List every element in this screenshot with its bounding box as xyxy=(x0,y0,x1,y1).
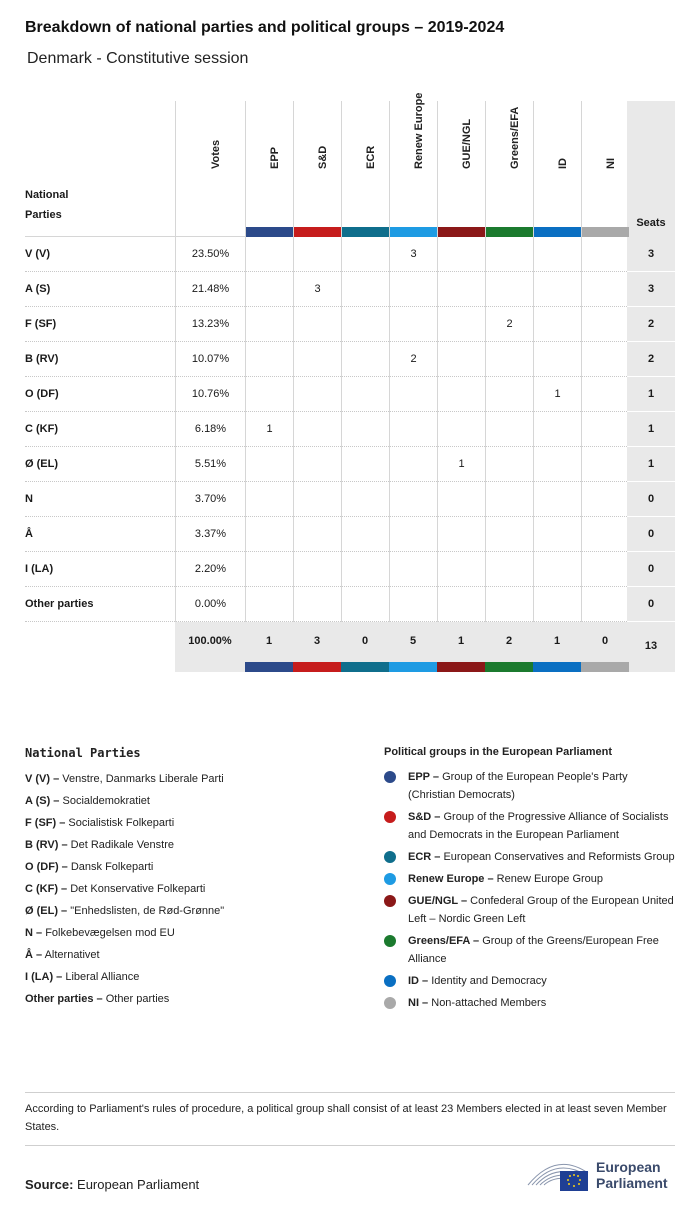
group-legend-item: NI – Non-attached Members xyxy=(384,994,676,1012)
seat-cell xyxy=(437,237,485,272)
seat-cell xyxy=(341,587,389,622)
row-seats: 0 xyxy=(627,587,675,622)
seat-cell xyxy=(389,517,437,552)
seat-cell xyxy=(485,552,533,587)
row-seats: 1 xyxy=(627,377,675,412)
seat-cell xyxy=(437,272,485,307)
seat-cell xyxy=(245,307,293,342)
seats-column-header: Seats xyxy=(627,101,675,237)
seat-cell xyxy=(245,517,293,552)
party-name: Å xyxy=(25,528,33,540)
group-color-dot xyxy=(384,895,396,907)
seat-cell xyxy=(293,482,341,517)
group-color-bar xyxy=(389,662,437,672)
group-color-bar xyxy=(342,227,389,237)
national-legend-item: F (SF) – Socialistisk Folkeparti xyxy=(25,817,175,829)
seat-cell: 2 xyxy=(389,342,437,377)
party-name: V (V) xyxy=(25,248,51,260)
seat-cell xyxy=(533,482,581,517)
table-row xyxy=(25,412,675,447)
group-column-header xyxy=(245,101,293,237)
seat-cell xyxy=(389,377,437,412)
group-header-label: EPP xyxy=(268,146,281,169)
group-header-label: Greens/EFA xyxy=(508,106,521,169)
source-line: Source: European Parliament xyxy=(25,1177,200,1192)
seat-cell xyxy=(485,482,533,517)
row-seats: 2 xyxy=(627,307,675,342)
seat-cell xyxy=(245,342,293,377)
group-color-bar xyxy=(486,227,533,237)
group-color-bar xyxy=(485,662,533,672)
seat-cell xyxy=(245,447,293,482)
seat-cell xyxy=(293,237,341,272)
group-legend-item: S&D – Group of the Progressive Alliance of Socialists and Democrats in the European Parliament xyxy=(384,808,676,844)
seat-cell xyxy=(485,237,533,272)
row-seats: 1 xyxy=(627,447,675,482)
total-seats: 13 xyxy=(627,622,675,672)
national-legend-item: C (KF) – Det Konservative Folkeparti xyxy=(25,883,206,895)
group-color-dot xyxy=(384,975,396,987)
group-header-label: Renew Europe xyxy=(412,92,425,169)
table-row xyxy=(25,272,675,307)
seat-cell xyxy=(533,447,581,482)
total-votes: 100.00% xyxy=(188,635,232,647)
vote-share: 3.70% xyxy=(175,482,245,517)
row-seats: 3 xyxy=(627,272,675,307)
seat-cell xyxy=(485,447,533,482)
vote-share: 10.76% xyxy=(175,377,245,412)
seat-cell xyxy=(533,517,581,552)
european-parliament-logo: European Parliament xyxy=(526,1155,676,1193)
seat-cell: 3 xyxy=(389,237,437,272)
party-name: Ø (EL) xyxy=(25,458,58,470)
seat-cell xyxy=(245,552,293,587)
page-subtitle: Denmark - Constitutive session xyxy=(27,50,249,67)
seat-cell xyxy=(485,412,533,447)
vote-share: 0.00% xyxy=(175,587,245,622)
row-seats: 0 xyxy=(627,482,675,517)
group-color-bar xyxy=(294,227,341,237)
seat-cell xyxy=(437,517,485,552)
divider xyxy=(25,1145,675,1146)
group-legend-item: EPP – Group of the European People's Party (Christian Democrats) xyxy=(384,768,676,804)
table-row xyxy=(25,587,675,622)
footnote: According to Parliament's rules of procedure, a political group shall consist of at least 23 Members elected in at least seven Member States. xyxy=(25,1103,667,1133)
table-row xyxy=(25,237,675,272)
vote-share: 3.37% xyxy=(175,517,245,552)
seat-cell xyxy=(245,587,293,622)
group-column-header xyxy=(485,101,533,237)
votes-column-header xyxy=(175,101,245,237)
party-name: N xyxy=(25,493,33,505)
table-row xyxy=(25,377,675,412)
seat-cell xyxy=(341,412,389,447)
group-color-dot xyxy=(384,771,396,783)
seat-cell xyxy=(581,587,629,622)
seat-cell xyxy=(533,412,581,447)
political-groups-legend xyxy=(384,746,676,1016)
group-color-bar xyxy=(533,662,581,672)
group-total: 0 xyxy=(601,635,609,647)
seat-cell xyxy=(581,377,629,412)
group-total: 2 xyxy=(505,635,513,647)
seat-cell xyxy=(581,482,629,517)
group-column-header xyxy=(389,92,437,237)
row-seats: 1 xyxy=(627,412,675,447)
national-legend-item: A (S) – Socialdemokratiet xyxy=(25,795,150,807)
seat-cell xyxy=(437,307,485,342)
group-total: 1 xyxy=(265,635,273,647)
vote-share: 2.20% xyxy=(175,552,245,587)
seat-cell xyxy=(485,517,533,552)
seat-cell xyxy=(341,307,389,342)
group-legend-item: ID – Identity and Democracy xyxy=(384,972,676,990)
national-parties-legend xyxy=(25,746,355,1010)
national-parties-header: National Parties xyxy=(25,189,69,221)
seat-cell xyxy=(533,587,581,622)
seat-cell xyxy=(437,377,485,412)
seat-cell xyxy=(437,587,485,622)
group-total: 5 xyxy=(409,635,417,647)
row-seats: 0 xyxy=(627,517,675,552)
group-column-header xyxy=(533,101,581,237)
votes-header-label: Votes xyxy=(209,139,222,169)
group-legend-item: GUE/NGL – Confederal Group of the European United Left – Nordic Green Left xyxy=(384,892,676,928)
group-color-bar xyxy=(293,662,341,672)
vote-share: 23.50% xyxy=(175,237,245,272)
table-row xyxy=(25,342,675,377)
group-header-label: S&D xyxy=(316,145,329,169)
party-name: I (LA) xyxy=(25,563,54,575)
group-legend-item: Greens/EFA – Group of the Greens/European Free Alliance xyxy=(384,932,676,968)
group-color-dot xyxy=(384,851,396,863)
seat-cell xyxy=(581,517,629,552)
seat-cell xyxy=(245,377,293,412)
seat-cell xyxy=(389,412,437,447)
seat-cell xyxy=(581,412,629,447)
national-legend-item: Other parties – Other parties xyxy=(25,993,170,1005)
seat-cell xyxy=(389,587,437,622)
national-legend-item: Ø (EL) – "Enhedslisten, de Rød-Grønne" xyxy=(25,905,225,917)
group-color-dot xyxy=(384,935,396,947)
national-legend-item: I (LA) – Liberal Alliance xyxy=(25,971,140,983)
group-legend-item: Renew Europe – Renew Europe Group xyxy=(384,870,676,888)
group-column-header xyxy=(581,101,629,237)
row-seats: 0 xyxy=(627,552,675,587)
table-row xyxy=(25,307,675,342)
group-color-bar xyxy=(390,227,437,237)
seat-cell: 1 xyxy=(437,447,485,482)
table-header xyxy=(25,92,675,237)
seat-cell xyxy=(485,342,533,377)
seat-cell xyxy=(293,587,341,622)
group-total: 1 xyxy=(457,635,465,647)
national-legend-item: B (RV) – Det Radikale Venstre xyxy=(25,839,174,851)
group-color-dot xyxy=(384,997,396,1009)
seat-cell xyxy=(485,272,533,307)
seat-cell xyxy=(485,377,533,412)
seat-cell xyxy=(341,482,389,517)
seat-cell xyxy=(341,377,389,412)
group-color-bar xyxy=(246,227,293,237)
seat-cell xyxy=(437,342,485,377)
party-name: A (S) xyxy=(25,283,51,295)
seat-cell xyxy=(581,272,629,307)
seat-cell xyxy=(533,272,581,307)
national-legend-item: V (V) – Venstre, Danmarks Liberale Parti xyxy=(25,773,224,785)
seat-cell xyxy=(293,307,341,342)
group-color-bar xyxy=(534,227,581,237)
seat-cell xyxy=(341,517,389,552)
seat-cell xyxy=(293,412,341,447)
vote-share: 21.48% xyxy=(175,272,245,307)
party-name: Other parties xyxy=(25,598,94,610)
group-color-bar xyxy=(582,227,629,237)
group-header-label: NI xyxy=(604,158,617,169)
seat-cell xyxy=(341,552,389,587)
seat-cell xyxy=(293,342,341,377)
seat-cell xyxy=(581,552,629,587)
national-legend-item: O (DF) – Dansk Folkeparti xyxy=(25,861,154,873)
group-total: 1 xyxy=(553,635,561,647)
seat-cell xyxy=(533,237,581,272)
groups-legend-heading: Political groups in the European Parliament xyxy=(384,746,612,758)
seat-cell xyxy=(341,342,389,377)
seat-cell xyxy=(437,552,485,587)
totals-row xyxy=(25,622,675,672)
vote-share: 5.51% xyxy=(175,447,245,482)
seat-cell xyxy=(245,272,293,307)
vote-share: 13.23% xyxy=(175,307,245,342)
group-color-bar xyxy=(581,662,629,672)
group-color-bar xyxy=(341,662,389,672)
seat-cell xyxy=(581,342,629,377)
seat-cell xyxy=(293,552,341,587)
group-header-label: ECR xyxy=(364,145,377,169)
seat-cell xyxy=(245,482,293,517)
group-color-bar xyxy=(438,227,485,237)
group-total: 3 xyxy=(313,635,321,647)
seat-cell: 3 xyxy=(293,272,341,307)
row-seats: 3 xyxy=(627,237,675,272)
seat-cell xyxy=(581,447,629,482)
seat-cell xyxy=(341,237,389,272)
seat-cell xyxy=(389,272,437,307)
table-row xyxy=(25,552,675,587)
seat-cell xyxy=(533,307,581,342)
group-color-bar xyxy=(437,662,485,672)
national-legend-item: N – Folkebevægelsen mod EU xyxy=(25,927,175,939)
seat-cell xyxy=(389,307,437,342)
seat-cell: 1 xyxy=(245,412,293,447)
group-header-label: GUE/NGL xyxy=(460,118,473,169)
party-name: O (DF) xyxy=(25,388,59,400)
vote-share: 6.18% xyxy=(175,412,245,447)
divider xyxy=(25,1092,675,1093)
seat-cell xyxy=(437,412,485,447)
seat-cell xyxy=(581,237,629,272)
seat-cell xyxy=(245,237,293,272)
party-name: B (RV) xyxy=(25,353,59,365)
table-body xyxy=(25,237,675,622)
group-column-header xyxy=(437,101,485,237)
seat-cell xyxy=(341,447,389,482)
group-total: 0 xyxy=(361,635,369,647)
seat-cell xyxy=(485,587,533,622)
group-color-dot xyxy=(384,873,396,885)
seat-cell xyxy=(437,482,485,517)
seat-cell xyxy=(293,447,341,482)
seat-cell xyxy=(341,272,389,307)
page-title: Breakdown of national parties and political groups – 2019-2024 xyxy=(25,19,505,36)
party-name: C (KF) xyxy=(25,423,58,435)
national-legend-item: Å – Alternativet xyxy=(25,949,100,961)
seat-cell xyxy=(581,307,629,342)
seat-cell xyxy=(533,342,581,377)
table-row xyxy=(25,482,675,517)
hemicycle-icon xyxy=(526,1155,592,1193)
table-row xyxy=(25,447,675,482)
national-legend-heading: National Parties xyxy=(25,746,141,760)
table-row xyxy=(25,517,675,552)
row-seats: 2 xyxy=(627,342,675,377)
results-table xyxy=(25,92,675,672)
group-color-bar xyxy=(245,662,293,672)
group-column-header xyxy=(293,101,341,237)
group-column-header xyxy=(341,101,389,237)
group-header-label: ID xyxy=(556,158,569,169)
seat-cell xyxy=(293,377,341,412)
group-legend-item: ECR – European Conservatives and Reformists Group xyxy=(384,848,676,866)
seat-cell xyxy=(389,552,437,587)
seat-cell xyxy=(389,447,437,482)
seat-cell xyxy=(293,517,341,552)
seat-cell xyxy=(533,552,581,587)
vote-share: 10.07% xyxy=(175,342,245,377)
group-color-dot xyxy=(384,811,396,823)
party-name: F (SF) xyxy=(25,318,57,330)
seat-cell: 1 xyxy=(533,377,581,412)
seat-cell xyxy=(389,482,437,517)
seat-cell: 2 xyxy=(485,307,533,342)
